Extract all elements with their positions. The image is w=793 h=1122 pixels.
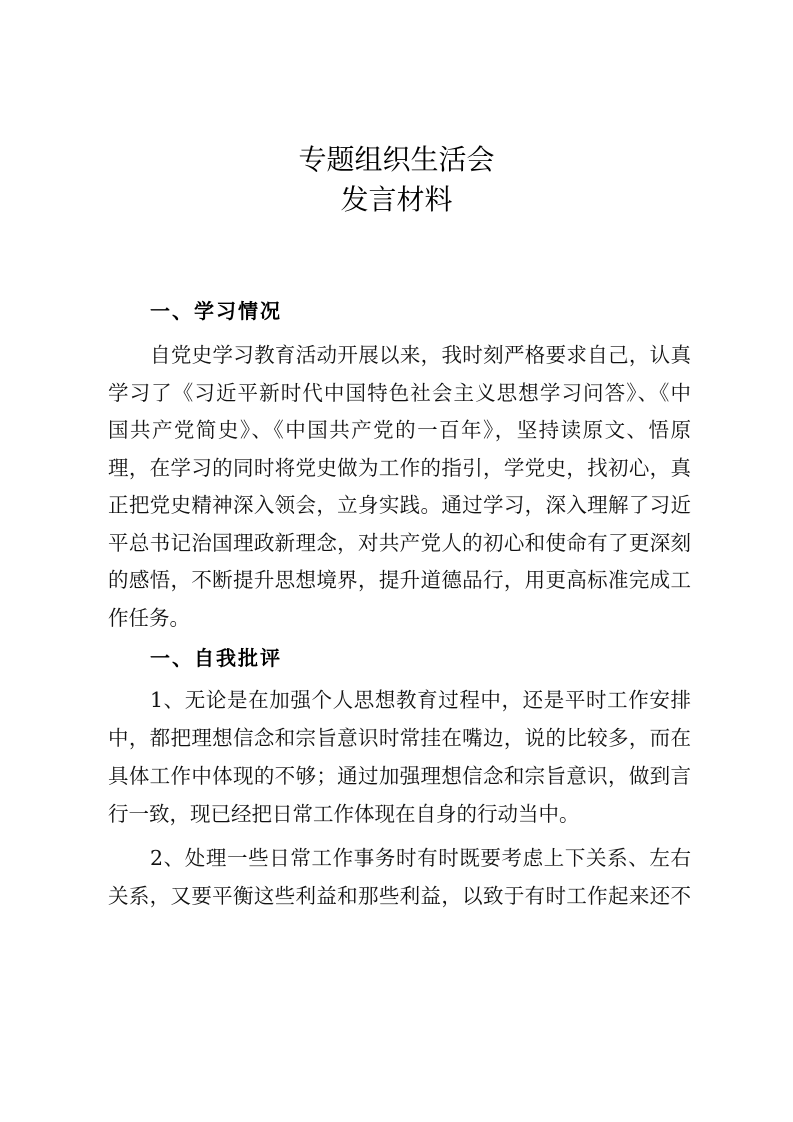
paragraph-line: 2、处理一些日常工作事务时有时既要考虑上下关系、左右 (150, 846, 691, 870)
section-heading-study: 一、学习情况 (150, 299, 282, 323)
paragraph-line: 自党史学习教育活动开展以来，我时刻严格要求自己，认真 (150, 343, 691, 367)
paragraph-line: 中，都把理想信念和宗旨意识时常挂在嘴边，说的比较多，而在 (108, 726, 691, 750)
paragraph-line: 正把党史精神深入领会，立身实践。通过学习，深入理解了习近 (108, 493, 691, 517)
paragraph-line: 的感悟，不断提升思想境界，提升道德品行，用更高标准完成工 (108, 568, 691, 592)
paragraph-line: 作任务。 (108, 606, 190, 630)
paragraph-line: 学习了《习近平新时代中国特色社会主义思想学习问答》、《中 (108, 381, 691, 405)
paragraph-line: 国共产党简史》、《中国共产党的一百年》，坚持读原文、悟原 (108, 418, 691, 442)
paragraph-line: 关系，又要平衡这些利益和那些利益，以致于有时工作起来还不 (108, 884, 691, 908)
paragraph-line: 理，在学习的同时将党史做为工作的指引，学党史，找初心，真 (108, 456, 691, 480)
section-heading-self-criticism: 一、自我批评 (150, 646, 282, 670)
paragraph-line: 具体工作中体现的不够；通过加强理想信念和宗旨意识，做到言 (108, 764, 691, 788)
paragraph-line: 平总书记治国理政新理念，对共产党人的初心和使命有了更深刻 (108, 531, 691, 555)
paragraph-line: 行一致，现已经把日常工作体现在自身的行动当中。 (108, 802, 580, 826)
document-title-line-2: 发言材料 (340, 183, 453, 216)
document-title-line-1: 专题组织生活会 (298, 143, 495, 176)
paragraph-line: 1、无论是在加强个人思想教育过程中，还是平时工作安排 (150, 688, 691, 712)
